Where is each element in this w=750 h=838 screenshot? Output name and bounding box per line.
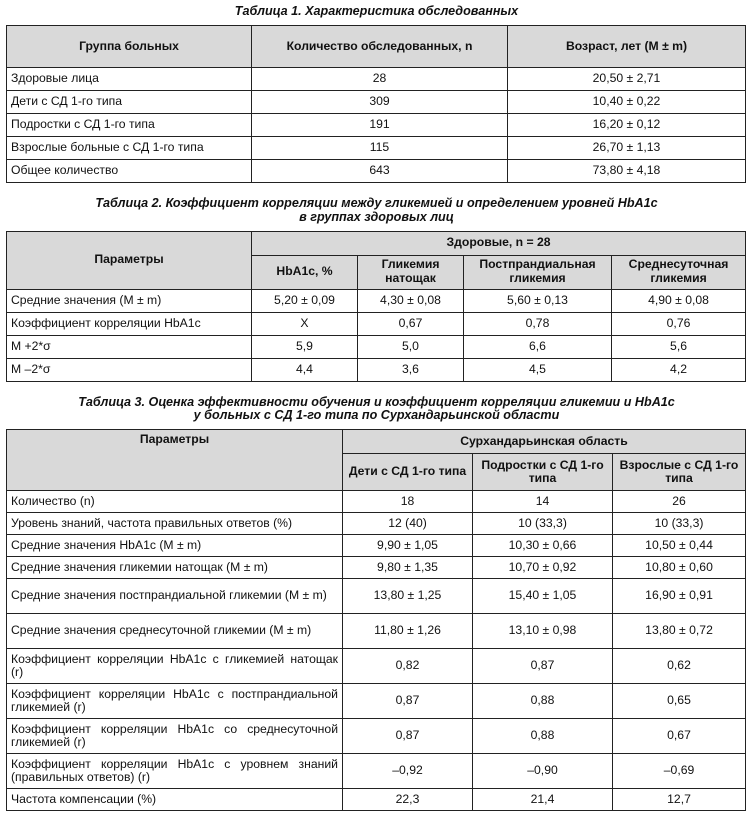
table3-cell: –0,92 bbox=[343, 754, 473, 789]
table3-caption-line2: у больных с СД 1-го типа по Сурхандарьинской области bbox=[193, 408, 560, 423]
table3-cell: 10,50 ± 0,44 bbox=[613, 535, 746, 557]
table2-caption-line1: Таблица 2. Коэффициент корреляции между гликемией и определением уровней HbA1c bbox=[95, 195, 658, 210]
document-page bbox=[0, 5, 750, 838]
table2-header-params: Параметры bbox=[7, 231, 252, 289]
table1-cell: 309 bbox=[252, 90, 508, 113]
table3-cell: 10,30 ± 0,66 bbox=[473, 535, 613, 557]
table1-cell: 115 bbox=[252, 136, 508, 159]
table2-cell: 0,67 bbox=[358, 312, 464, 335]
table2-cell: 3,6 bbox=[358, 358, 464, 381]
table-row bbox=[7, 579, 746, 614]
table3-cell: Коэффициент корреляции HbA1c с уровнем знаний (правильных ответов) (r) bbox=[7, 754, 343, 789]
table3-cell: 12,7 bbox=[613, 789, 746, 811]
table2-cell: 5,6 bbox=[612, 335, 746, 358]
table2-cell: 5,9 bbox=[252, 335, 358, 358]
table-row bbox=[7, 754, 746, 789]
table1-cell: Дети с СД 1-го типа bbox=[7, 90, 252, 113]
table-row bbox=[7, 719, 746, 754]
table2-cell: M –2*σ bbox=[7, 358, 252, 381]
table3-cell: Средние значения гликемии натощак (М ± m) bbox=[7, 557, 343, 579]
table3-header-params: Параметры bbox=[7, 430, 343, 491]
table3-cell: 13,80 ± 1,25 bbox=[343, 579, 473, 614]
table1-cell: 643 bbox=[252, 159, 508, 182]
table3-subheader: Взрослые с СД 1-го типа bbox=[613, 454, 746, 491]
table-row bbox=[7, 789, 746, 811]
table1-cell: 16,20 ± 0,12 bbox=[508, 113, 746, 136]
table2-subheader: HbA1c, % bbox=[252, 255, 358, 289]
table1-cell: 10,40 ± 0,22 bbox=[508, 90, 746, 113]
table3-cell: Средние значения постпрандиальной гликемии (М ± m) bbox=[7, 579, 343, 614]
table3-subheader: Подростки с СД 1-го типа bbox=[473, 454, 613, 491]
table3-cell: 9,80 ± 1,35 bbox=[343, 557, 473, 579]
table3-header-group: Сурхандарьинская область bbox=[343, 430, 746, 454]
table3-cell: 0,87 bbox=[343, 684, 473, 719]
table3-cell: 0,87 bbox=[473, 649, 613, 684]
table1-caption-text: Таблица 1. Характеристика обследованных bbox=[234, 4, 519, 18]
table2-subheader: Постпрандиальная гликемия bbox=[464, 255, 612, 289]
table3-caption-line1: Таблица 3. Оценка эффективности обучения и коэффициент корреляции гликемии и HbA1c bbox=[78, 394, 675, 409]
table1-cell: 28 bbox=[252, 67, 508, 90]
table2-cell: 4,5 bbox=[464, 358, 612, 381]
table3-cell: 0,82 bbox=[343, 649, 473, 684]
table-row bbox=[7, 491, 746, 513]
table-row bbox=[7, 335, 746, 358]
table2-cell: 5,60 ± 0,13 bbox=[464, 289, 612, 312]
table2-cell: 5,0 bbox=[358, 335, 464, 358]
table3-cell: Коэффициент корреляции HbA1c со среднесуточной гликемией (r) bbox=[7, 719, 343, 754]
table1-cell: Здоровые лица bbox=[7, 67, 252, 90]
table1-header-group: Группа больных bbox=[7, 25, 252, 67]
table2-cell: 4,90 ± 0,08 bbox=[612, 289, 746, 312]
table3-cell: –0,90 bbox=[473, 754, 613, 789]
table3-cell: 0,67 bbox=[613, 719, 746, 754]
table-row bbox=[7, 513, 746, 535]
table3-cell: Уровень знаний, частота правильных ответов (%) bbox=[7, 513, 343, 535]
table1-caption bbox=[6, 5, 747, 19]
table3-cell: 0,88 bbox=[473, 684, 613, 719]
table3-cell: 15,40 ± 1,05 bbox=[473, 579, 613, 614]
table3-cell: 0,87 bbox=[343, 719, 473, 754]
table3-cell: 16,90 ± 0,91 bbox=[613, 579, 746, 614]
table-row bbox=[7, 289, 746, 312]
table1-cell: Взрослые больные с СД 1-го типа bbox=[7, 136, 252, 159]
table2-subheader: Среднесуточная гликемия bbox=[612, 255, 746, 289]
table1-header-age: Возраст, лет (М ± m) bbox=[508, 25, 746, 67]
table3-cell: 9,90 ± 1,05 bbox=[343, 535, 473, 557]
table3-cell: Количество (n) bbox=[7, 491, 343, 513]
table-row bbox=[7, 159, 746, 182]
table1-cell: 20,50 ± 2,71 bbox=[508, 67, 746, 90]
table3-cell: –0,69 bbox=[613, 754, 746, 789]
table2-caption bbox=[6, 197, 747, 225]
table1-header-count: Количество обследованных, n bbox=[252, 25, 508, 67]
table2-cell: Средние значения (М ± m) bbox=[7, 289, 252, 312]
table3-cell: 0,65 bbox=[613, 684, 746, 719]
table2-cell: 4,2 bbox=[612, 358, 746, 381]
table3-caption bbox=[6, 396, 747, 424]
table2-cell: Коэффициент корреляции HbA1c bbox=[7, 312, 252, 335]
table2-caption-line2: в группах здоровых лиц bbox=[299, 209, 454, 224]
table3-cell: Средние значения среднесуточной гликемии (М ± m) bbox=[7, 614, 343, 649]
table1-cell: Подростки с СД 1-го типа bbox=[7, 113, 252, 136]
table3-cell: 18 bbox=[343, 491, 473, 513]
table1-header-row bbox=[7, 25, 746, 67]
table3-cell: 21,4 bbox=[473, 789, 613, 811]
table3-cell: 22,3 bbox=[343, 789, 473, 811]
table2-cell: 4,30 ± 0,08 bbox=[358, 289, 464, 312]
table3-cell: 0,62 bbox=[613, 649, 746, 684]
table3-subheader: Дети с СД 1-го типа bbox=[343, 454, 473, 491]
table-row bbox=[7, 90, 746, 113]
table3-header-row bbox=[7, 430, 746, 454]
table3-cell: Коэффициент корреляции HbA1c с гликемией натощак (r) bbox=[7, 649, 343, 684]
table2-cell: 0,76 bbox=[612, 312, 746, 335]
table2-cell: 5,20 ± 0,09 bbox=[252, 289, 358, 312]
table3-cell: Частота компенсации (%) bbox=[7, 789, 343, 811]
table2-subheader: Гликемия натощак bbox=[358, 255, 464, 289]
table3-cell: 13,10 ± 0,98 bbox=[473, 614, 613, 649]
table2-cell: 6,6 bbox=[464, 335, 612, 358]
table-row bbox=[7, 67, 746, 90]
table1-cell: 73,80 ± 4,18 bbox=[508, 159, 746, 182]
table-row bbox=[7, 113, 746, 136]
table1-cell: 191 bbox=[252, 113, 508, 136]
table-row bbox=[7, 684, 746, 719]
table1 bbox=[6, 25, 746, 183]
table2-header-row bbox=[7, 231, 746, 255]
table-row bbox=[7, 649, 746, 684]
table2-cell: X bbox=[252, 312, 358, 335]
table3 bbox=[6, 429, 746, 811]
table2-header-group: Здоровые, n = 28 bbox=[252, 231, 746, 255]
table3-cell: 10,70 ± 0,92 bbox=[473, 557, 613, 579]
table1-cell: 26,70 ± 1,13 bbox=[508, 136, 746, 159]
table3-cell: 11,80 ± 1,26 bbox=[343, 614, 473, 649]
table-row bbox=[7, 614, 746, 649]
table1-cell: Общее количество bbox=[7, 159, 252, 182]
table2 bbox=[6, 231, 746, 382]
table3-cell: 10,80 ± 0,60 bbox=[613, 557, 746, 579]
table-row bbox=[7, 535, 746, 557]
table3-cell: 14 bbox=[473, 491, 613, 513]
table2-cell: 0,78 bbox=[464, 312, 612, 335]
table3-cell: 12 (40) bbox=[343, 513, 473, 535]
table-row bbox=[7, 358, 746, 381]
table3-cell: 0,88 bbox=[473, 719, 613, 754]
table3-cell: Коэффициент корреляции HbA1c с постпрандиальной гликемией (r) bbox=[7, 684, 343, 719]
table3-cell: 10 (33,3) bbox=[613, 513, 746, 535]
table-row bbox=[7, 312, 746, 335]
table-row bbox=[7, 136, 746, 159]
table2-cell: M +2*σ bbox=[7, 335, 252, 358]
table3-cell: 26 bbox=[613, 491, 746, 513]
table3-cell: 13,80 ± 0,72 bbox=[613, 614, 746, 649]
table-row bbox=[7, 557, 746, 579]
table2-cell: 4,4 bbox=[252, 358, 358, 381]
table3-cell: Средние значения HbA1c (М ± m) bbox=[7, 535, 343, 557]
table3-cell: 10 (33,3) bbox=[473, 513, 613, 535]
